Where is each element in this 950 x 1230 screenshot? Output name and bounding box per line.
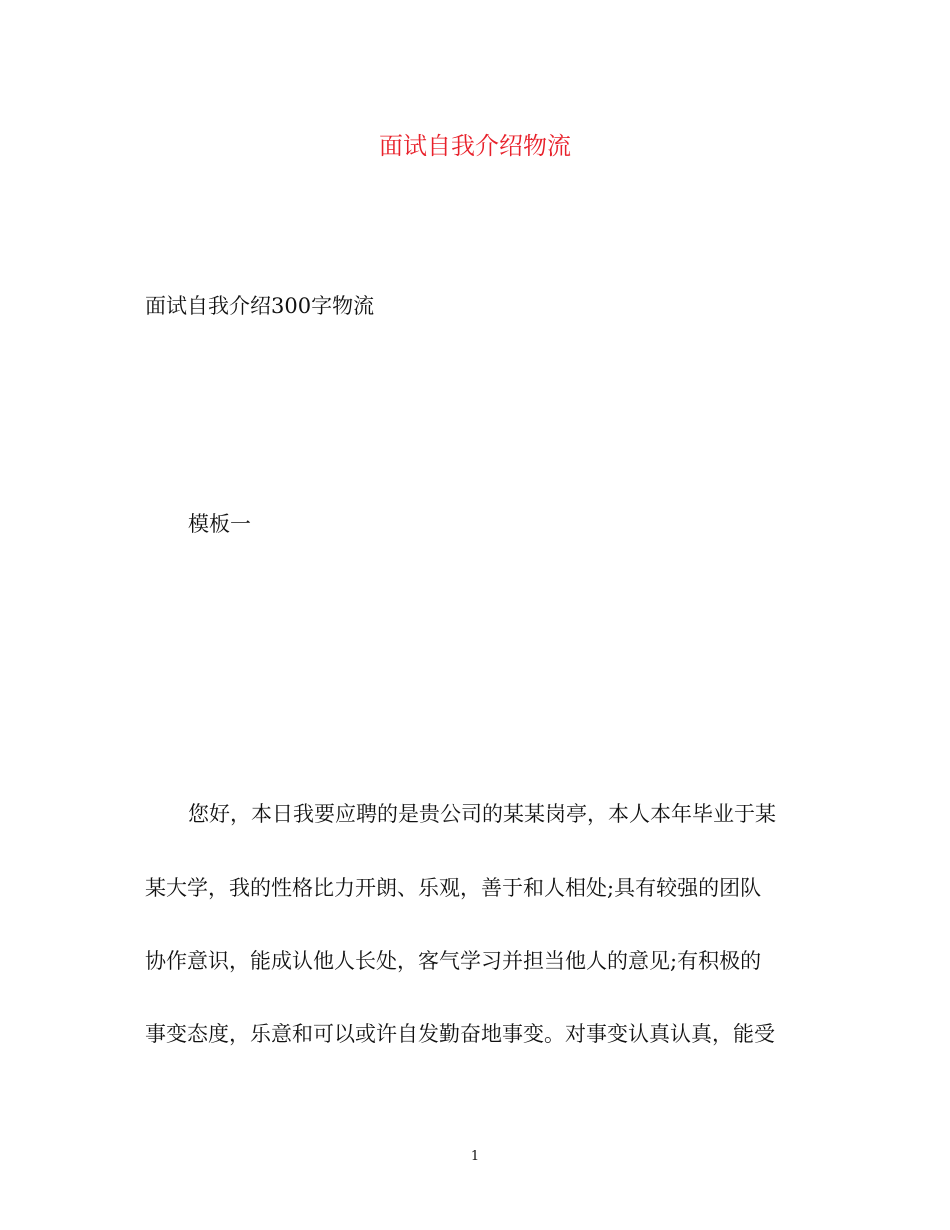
- paragraph-line: 您好，本日我要应聘的是贵公司的某某岗亭，本人本年毕业于某: [188, 802, 776, 826]
- page-number: 1: [470, 1149, 480, 1164]
- paragraph-line: 事变态度，乐意和可以或许自发勤奋地事变。对事变认真认真，能受: [145, 1022, 775, 1046]
- paragraph-line: 协作意识，能成认他人长处，客气学习并担当他人的意见;有积极的: [145, 949, 762, 973]
- document-title: 面试自我介绍物流: [379, 132, 571, 160]
- section-heading: 模板一: [188, 512, 251, 536]
- document-subtitle: 面试自我介绍300字物流: [145, 294, 375, 318]
- paragraph-line: 某大学，我的性格比力开朗、乐观，善于和人相处;具有较强的团队: [145, 876, 762, 900]
